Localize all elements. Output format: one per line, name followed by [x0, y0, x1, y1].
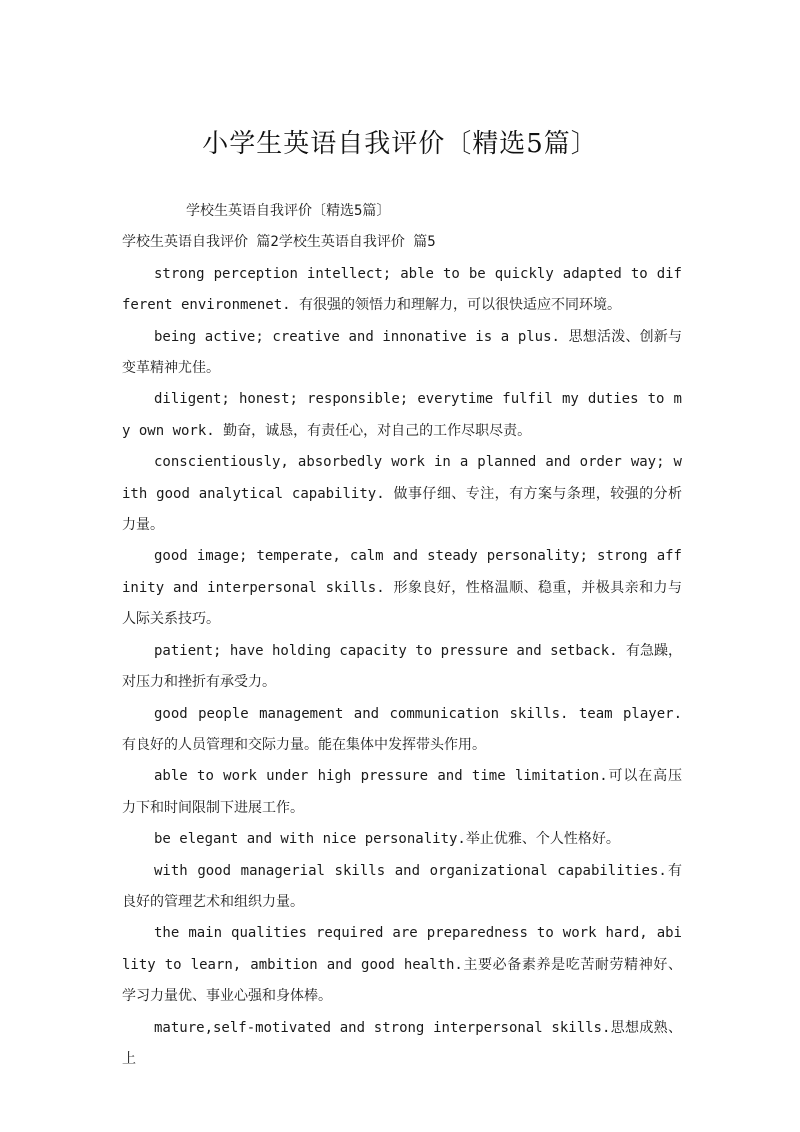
- paragraph: able to work under high pressure and time limitation.可以在高压力下和时间限制下进展工作。: [122, 768, 682, 816]
- paragraph: strong perception intellect; able to be quickly adapted to different environmenet. 有很强的领悟力和理解力，可以很快适应不同环境。: [122, 265, 682, 314]
- paragraph: good image; temperate, calm and steady personality; strong affinity and interpersonal skills. 形象良好，性格温顺、稳重，并极具亲和力与人际关系技巧。: [122, 548, 682, 628]
- paragraph: good people management and communication skills. team player.有良好的人员管理和交际力量。能在集体中发挥带头作用。: [122, 705, 682, 753]
- paragraph: patient; have holding capacity to pressure and setback. 有急躁，对压力和挫折有承受力。: [122, 642, 683, 691]
- paragraph: being active; creative and innonative is a plus. 思想活泼、创新与变革精神尤佳。: [122, 328, 682, 377]
- document-subtitle: 学校生英语自我评价〔精选5篇〕: [186, 203, 391, 219]
- paragraph: diligent; honest; responsible; everytime fulfil my duties to my own work. 勤奋，诚恳，有责任心，对自己的工作尽职尽责。: [122, 391, 682, 439]
- document-body: [122, 196, 682, 1075]
- paragraph: with good managerial skills and organizational capabilities.有良好的管理艺术和组织力量。: [122, 862, 682, 910]
- paragraph: the main qualities required are preparedness to work hard, ability to learn, ambition and good health.主要必备素养是吃苦耐劳精神好、学习力量优、事业心强和身体棒。: [122, 925, 682, 1005]
- paragraph: mature,self-motivated and strong interpersonal skills.思想成熟、上: [122, 1019, 682, 1067]
- paragraph: conscientiously, absorbedly work in a planned and order way; with good analytical capability. 做事仔细、专注，有方案与条理，较强的分析力量。: [122, 454, 682, 534]
- document-title: 小学生英语自我评价〔精选5篇〕: [202, 129, 598, 159]
- paragraph: be elegant and with nice personality.举止优雅、个人性格好。: [154, 831, 620, 848]
- toc-line: 学校生英语自我评价 篇2学校生英语自我评价 篇5: [122, 234, 436, 251]
